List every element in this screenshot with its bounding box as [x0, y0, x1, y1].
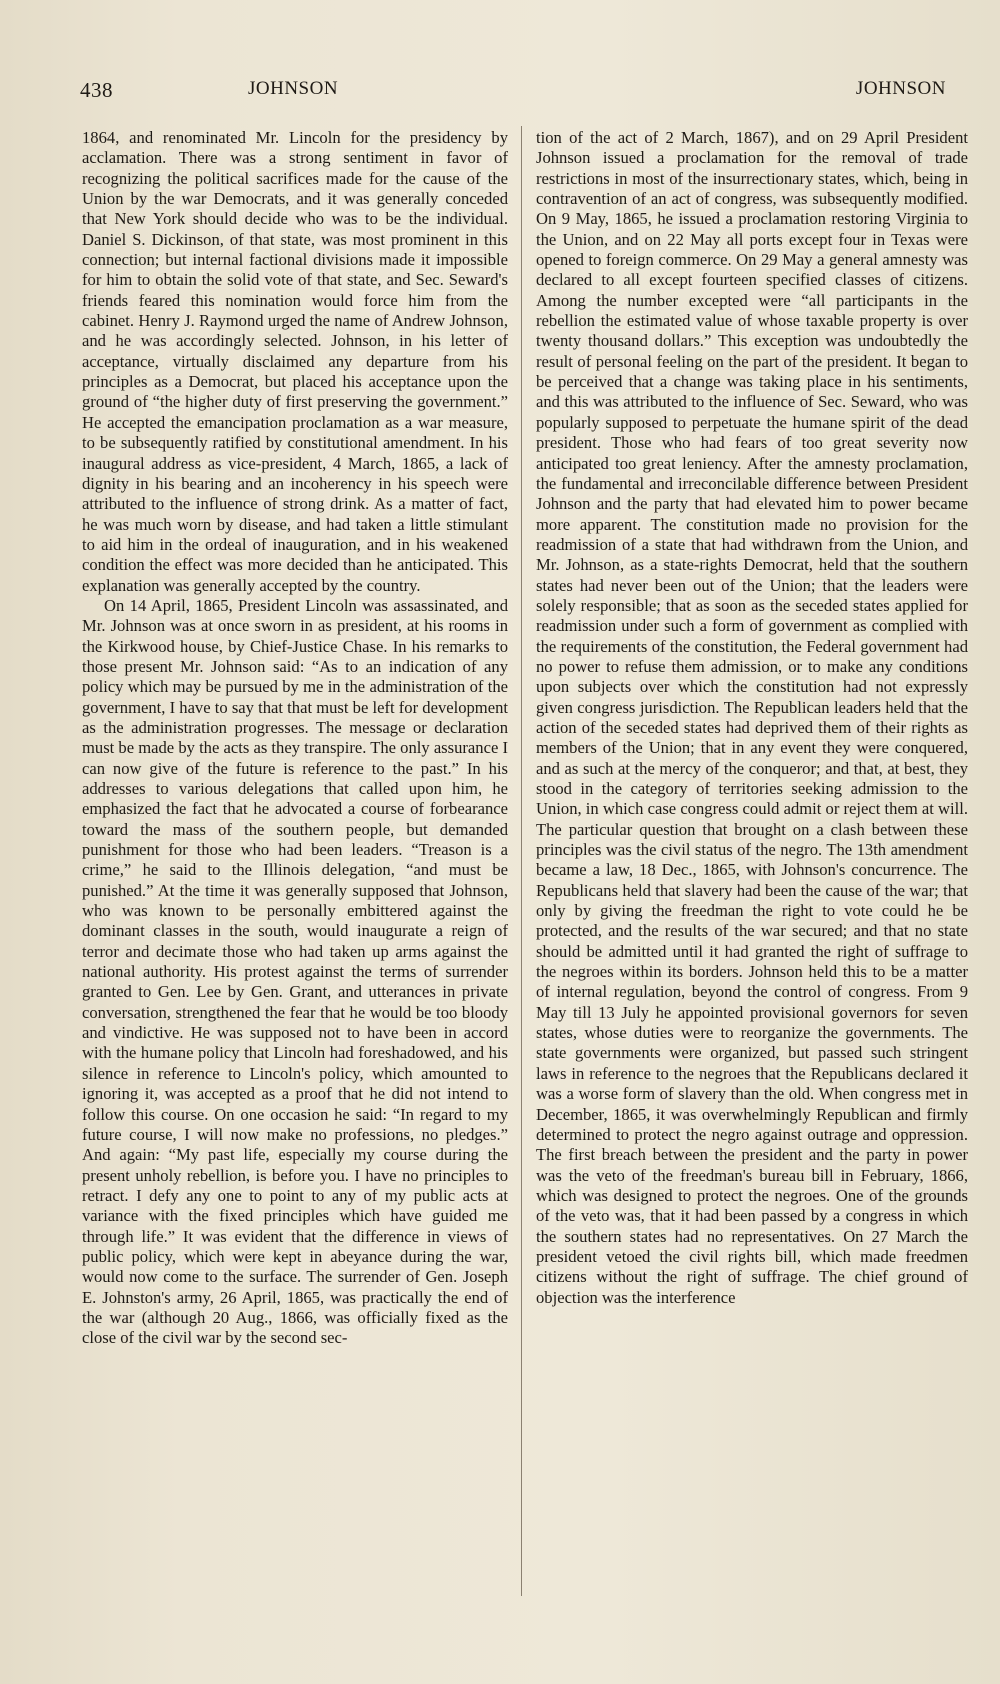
right-paragraph-1: tion of the act of 2 March, 1867), and on 29 April President Johnson issued a proclamation for the removal of trade restrictions in most of the insurrectionary states, which, being in contravention of an act of congress, was subsequently modified. On 9 May, 1865, he issued a proclamation restoring Virginia to the Union, and on 22 May all ports except four in Texas were opened to foreign commerce. On 29 May a general amnesty was declared to all except fourteen specified classes of citizens. Among the number excepted were “all participants in the rebellion the estimated value of whose taxable property is over twenty thousand dollars.” This exception was undoubtedly the result of personal feeling on the part of the president. It began to be perceived that a change was taking place in his sentiments, and this was attributed to the influence of Sec. Seward, who was popularly supposed to perpetuate the humane spirit of the dead president. Those who had fears of too great severity now anticipated too great leniency. After the amnesty proclamation, the fundamental and irreconcilable difference between President Johnson and the party that had elevated him to power became more apparent. The constitution made no provision for the readmission of a state that had withdrawn from the Union, and Mr. Johnson, as a state-rights Democrat, held that the southern states had never been out of the Union; that the leaders were solely responsible; that as soon as the seceded states applied for readmission under such a form of government as complied with the requirements of the constitution, the Federal government had no power to refuse them admission, or to make any conditions upon subjects over which the constitution had not expressly given congress jurisdiction. The Republican leaders held that the action of the seceded states had deprived them of their rights as members of the Union; that in any event they were conquered, and as such at the mercy of the conqueror; and that, at best, they stood in the category of territories seeking admission to the Union, in which case congress could admit or reject them at will. The particular question that brought on a clash between these principles was the civil status of the negro. The 13th amendment became a law, 18 Dec., 1865, with Johnson's concurrence. The Republicans held that slavery had been the cause of the war; that only by giving the freedman the right to vote could he be protected, and the results of the war secured; and that no state should be admitted until it had granted the right of suffrage to the negroes within its borders. Johnson held this to be a matter of internal regulation, beyond the control of congress. From 9 May till 13 July he appointed provisional governors for seven states, whose duties were to reorganize the governments. The state governments were organized, but passed such stringent laws in reference to the negroes that the Republicans declared it was a worse form of slavery than the old. When congress met in December, 1865, it was overwhelmingly Republican and firmly determined to protect the negro against outrage and oppression. The first breach between the president and the party in power was the veto of the freedman's bureau bill in February, 1866, which was designed to protect the negroes. One of the grounds of the veto was, that it had been passed by a congress in which the southern states had no representatives. On 27 March the president vetoed the civil rights bill, which made freedmen citizens without the right of suffrage. The chief ground of objection was the interference	[536, 128, 968, 1307]
right-column	[536, 128, 968, 1598]
left-paragraph-2: On 14 April, 1865, President Lincoln was assassinated, and Mr. Johnson was at once sworn in as president, at his rooms in the Kirkwood house, by Chief-Justice Chase. In his remarks to those present Mr. Johnson said: “As to an indication of any policy which may be pursued by me in the administration of the government, I have to say that that must be left for development as the administration progresses. The message or declaration must be made by the acts as they transpire. The only assurance I can now give of the future is reference to the past.” In his addresses to various delegations that called upon him, he emphasized the fact that he advocated a course of forbearance toward the mass of the southern people, but demanded punishment for those who had been leaders. “Treason is a crime,” he said to the Illinois delegation, “and must be punished.” At the time it was generally supposed that Johnson, who was known to be personally embittered against the dominant classes in the south, would inaugurate a reign of terror and decimate those who had taken up arms against the national authority. His protest against the terms of surrender granted to Gen. Lee by Gen. Grant, and utterances in private conversation, strengthened the fear that he would be too bloody and vindictive. He was supposed not to have been in accord with the humane policy that Lincoln had foreshadowed, and his silence in reference to Lincoln's policy, which amounted to ignoring it, was accepted as a proof that he did not intend to follow this course. On one occasion he said: “In regard to my future course, I will now make no professions, no pledges.” And again: “My past life, especially my course during the present unholy rebellion, is before you. I have no principles to retract. I defy any one to point to any of my public acts at variance with the fixed principles which have guided me through life.” It was evident that the difference in views of public policy, which were kept in abeyance during the war, would now come to the surface. The surrender of Gen. Joseph E. Johnston's army, 26 April, 1865, was practically the end of the war (although 20 Aug., 1866, was officially fixed as the close of the civil war by the second sec-	[82, 595, 508, 1348]
column-divider	[521, 126, 522, 1596]
running-head	[80, 78, 960, 108]
page-number: 438	[80, 78, 113, 102]
running-title-left: JOHNSON	[248, 78, 339, 99]
left-paragraph-1: 1864, and renominated Mr. Lincoln for the presidency by acclamation. There was a strong sentiment in favor of recognizing the political sacrifices made for the cause of the Union by the war Democrats, and it was generally conceded that New York should decide who was to be the individual. Daniel S. Dickinson, of that state, was most prominent in this connection; but internal factional divisions made it impossible for him to obtain the solid vote of that state, and Sec. Seward's friends feared this nomination would force him from the cabinet. Henry J. Raymond urged the name of Andrew Johnson, and he was accordingly selected. Johnson, in his letter of acceptance, virtually disclaimed any departure from his principles as a Democrat, but placed his acceptance upon the ground of “the higher duty of first preserving the government.” He accepted the emancipation proclamation as a war measure, to be subsequently ratified by constitutional amendment. In his inaugural address as vice-president, 4 March, 1865, a lack of dignity in his bearing and an incoherency in his speech were attributed to the influence of strong drink. As a matter of fact, he was much worn by disease, and had taken a little stimulant to aid him in the ordeal of inauguration, and in his weakened condition the effect was more decided than he anticipated. This explanation was generally accepted by the country.	[82, 128, 508, 595]
running-title-right: JOHNSON	[855, 78, 946, 99]
left-column	[82, 128, 508, 1598]
